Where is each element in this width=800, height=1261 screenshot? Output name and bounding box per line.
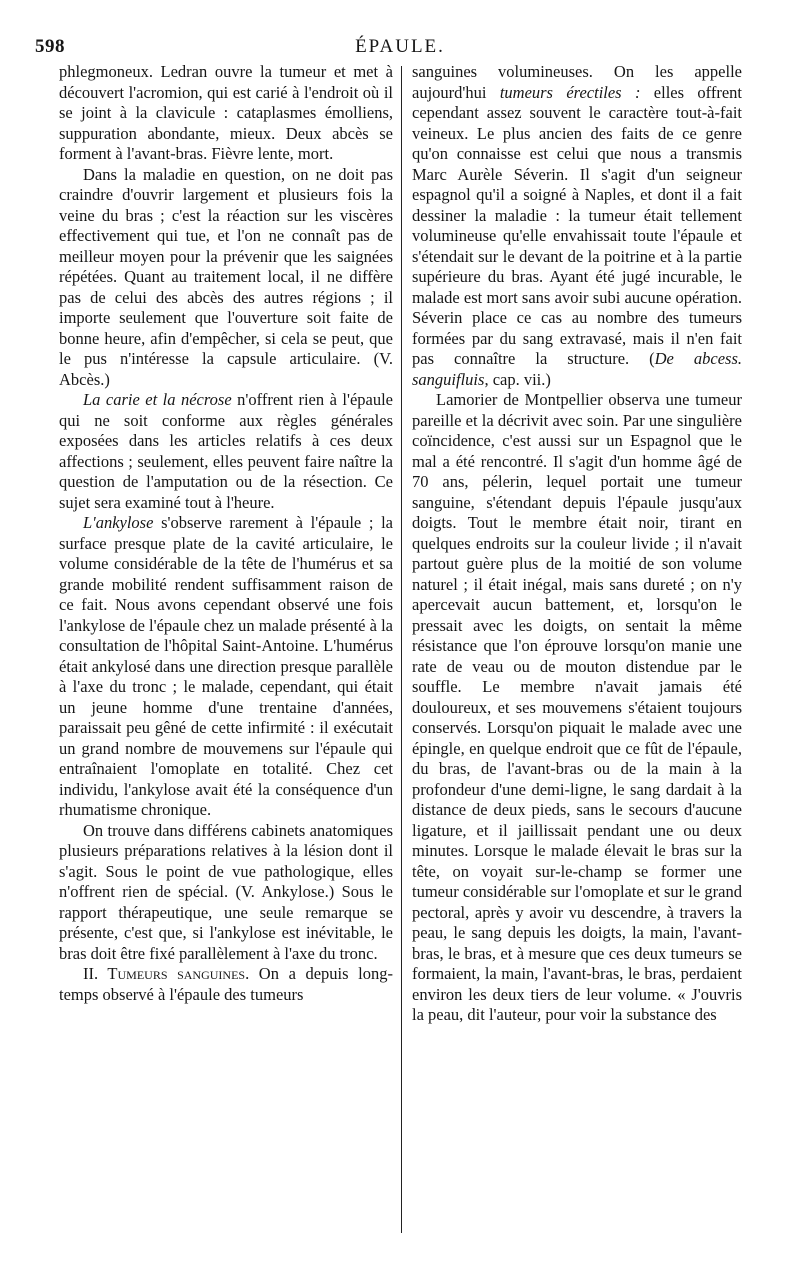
paragraph-text: n'offrent rien à l'épaule qui ne soit conforme aux règles générales exposées dans les articles relatifs à ces deux affections ; seulement, elles peuvent faire naître la question de l'amputation ou de la résection. Ce sujet sera examiné tout à l'heure. bbox=[59, 390, 393, 512]
section-heading-paragraph bbox=[59, 964, 393, 1005]
right-column bbox=[412, 62, 742, 1026]
paragraph: Dans la maladie en question, on ne doit pas craindre d'ouvrir largement et plusieurs fois la veine du bras ; c'est la réaction sur les viscères effectivement qui tue, et l'on ne connaît pas de meilleur moyen pour la prévenir que les saignées répétées. Quant au traitement local, il ne diffère pas de celui des abcès des autres régions ; il importe seulement que l'ouverture soit faite de bonne heure, afin d'empêcher, si cela se peut, que le pus n'intéresse la capsule articulaire. (V. Abcès.) bbox=[59, 164, 393, 389]
paragraph bbox=[59, 513, 393, 821]
paragraph-text: sanguines volumineuses. On les appelle aujourd'hui bbox=[412, 62, 742, 102]
section-heading: II. Tumeurs sanguines. bbox=[83, 964, 250, 983]
italic-lead: La carie et la nécrose bbox=[83, 390, 232, 409]
italic-lead: L'ankylose bbox=[83, 513, 154, 532]
italic-citation: De abcess. sanguifluis bbox=[412, 349, 742, 389]
running-title: ÉPAULE. bbox=[355, 36, 445, 57]
column-rule bbox=[401, 66, 402, 1233]
left-column bbox=[59, 62, 393, 1005]
paragraph: On trouve dans différens cabinets anatomiques plusieurs préparations relatives à la lésion dont il s'agit. Sous le point de vue pathologique, elles n'offrent rien de spécial. (V. Ankylose.) Sous le rapport thérapeutique, une seule remarque se présente, c'est que, si l'ankylose est inévitable, le bras doit être fixé parallèlement à l'axe du tronc. bbox=[59, 820, 393, 963]
paragraph-text: On a depuis long-temps observé à l'épaule des tumeurs bbox=[59, 964, 393, 1004]
page-number: 598 bbox=[35, 36, 65, 57]
paragraph-text: s'observe rarement à l'épaule ; la surface presque plate de la cavité articulaire, le volume considérable de la tête de l'humérus et sa grande mobilité rendent suffisamment raison de ce fait. Nous avons cependant observé une fois l'ankylose de l'épaule chez un malade présenté à la consultation de l'hôpital Saint-Antoine. L'humérus était ankylosé dans une direction presque parallèle à l'axe du tronc ; le malade, cependant, qui était un jeune homme d'une trentaine d'années, paraissait peu gêné de cette infirmité : il exécutait un grand nombre de mouvemens sur l'épaule qui entraînaient l'omoplate en totalité. Chez cet individu, l'ankylose avait été la conséquence d'un rhumatisme chronique. bbox=[59, 513, 393, 819]
paragraph: Lamorier de Montpellier observa une tumeur pareille et la décrivit avec soin. Par une singulière coïncidence, c'est aussi sur un Espagnol que le mal a été rencontré. Il s'agit d'un homme âgé de 70 ans, pélerin, lequel portait une tumeur sanguine, s'étendant depuis l'épaule jusqu'aux doigts. Tout le membre était noir, tirant en quelques endroits sur la couleur livide ; il n'avait partout guère plus de la moitié de son volume naturel ; il était inégal, mais sans dureté ; on n'y apercevait aucun battement, et, lorsqu'on le pressait avec les doigts, on sentait la même résistance que l'on éprouve lorsqu'on manie une rate de veau ou de mouton distendue par le souffle. Le membre n'avait jamais été douloureux, et ses mouvemens s'étaient toujours conservés. Lorsqu'on piquait le malade avec une épingle, en quelque endroit que ce fût de l'épaule, du bras, de l'avant-bras ou de la main à la profondeur d'une demi-ligne, le sang dardait à la distance de deux pieds, sans le secours d'aucune ligature, et il jaillissait pendant une ou deux minutes. Lorsque le malade élevait le bras sur la tête, on voyait sur-le-champ se former une tumeur considérable sur l'omoplate et sur le grand pectoral, après y avoir vu descendre, à travers la peau, le sang depuis les doigts, la main, l'avant-bras, le bras, et à mesure que ces deux tumeurs se formaient, la main, l'avant-bras, le bras, perdaient environ les deux tiers de leur volume. « J'ouvris la peau, dit l'auteur, pour voir la substance des bbox=[412, 390, 742, 1024]
paragraph-text: elles offrent cependant assez souvent le caractère tout-à-fait veineux. Le plus ancien des faits de ce genre qu'on connaisse est celui que nous a transmis Marc Aurèle Séverin. Il s'agit d'un seigneur espagnol qu'il a soigné à Naples, et dont il a fait dessiner la maladie : la tumeur était tellement volumineuse qu'elle envahissait toute l'épaule et s'étendait sur le devant de la poitrine et à la partie supérieure du bras. Ayant été jugé incurable, le malade est mort sans avoir subi aucune opération. Séverin place ce cas au nombre des tumeurs formées par du sang extravasé, mais il n'en fait pas connaître la structure. ( bbox=[412, 82, 742, 368]
paragraph bbox=[59, 390, 393, 513]
paragraph bbox=[412, 62, 742, 390]
paragraph: phlegmoneux. Ledran ouvre la tumeur et met à découvert l'acromion, qui est carié à l'endroit où il se joint à la clavicule : cataplasmes émolliens, suppuration abondante, mieux. Deux abcès se forment à l'avant-bras. Fièvre lente, mort. bbox=[59, 62, 393, 163]
italic-term: tumeurs érectiles : bbox=[499, 82, 641, 102]
paragraph-text: , cap. vii.) bbox=[484, 369, 551, 389]
